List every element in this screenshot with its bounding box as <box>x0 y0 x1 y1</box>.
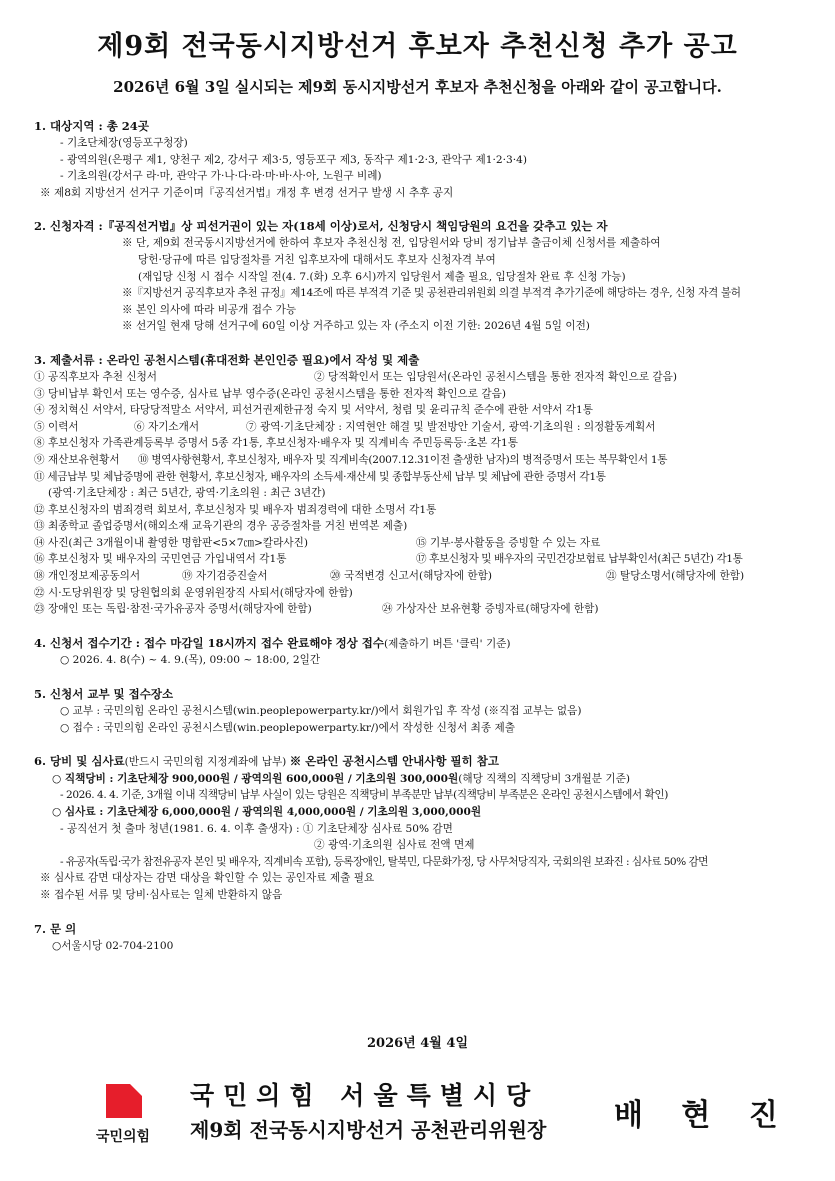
note: (재입당 신청 시 접수 시작일 전(4. 7.(화) 오후 6시)까지 입당원서 제출 필요, 입당절차 완료 후 신청 가능) <box>138 270 626 283</box>
page-title: 제9회 전국동시지방선거 후보자 추천신청 추가 공고 <box>97 31 738 62</box>
list-item: ② 광역·기초의원 심사료 전액 면제 <box>314 839 475 852</box>
list-row <box>34 568 804 585</box>
list-item: (광역·기초단체장 : 최근 5년간, 광역·기초의원 : 최근 3년간) <box>48 487 326 500</box>
issuing-committee: 제9회 전국동시지방선거 공천관리위원장 <box>190 1118 547 1142</box>
list-row <box>34 535 804 552</box>
page-subtitle: 2026년 6월 3일 실시되는 제9회 동시지방선거 후보자 추천신청을 아래와 같이 공고합니다. <box>113 78 722 96</box>
list-item: ⑨ 재산보유현황서 <box>34 453 120 466</box>
note: ※ 심사료 감면 대상자는 감면 대상을 확인할 수 있는 공인자료 제출 필요 <box>40 872 375 885</box>
list-item: ㉔ 가상자산 보유현황 증빙자료(해당자에 한함) <box>382 603 599 616</box>
list-item: ○ 접수 : 국민의힘 온라인 공천시스템(win.peoplepowerparty.kr/)에서 작성한 신청서 최종 제출 <box>60 721 515 734</box>
section-contact <box>34 921 804 955</box>
section-target-area <box>34 118 804 201</box>
section-heading: 2. 신청자격 :『공직선거법』상 피선거권이 있는 자(18세 이상)로서, 신청당시 책임당원의 요건을 갖추고 있는 자 <box>34 219 608 234</box>
list-item: ㉓ 장애인 또는 독립·참전·국가유공자 증명서(해당자에 한함) <box>34 603 312 616</box>
list-item: ⑤ 이력서 <box>34 420 79 433</box>
list-item: ⑲ 자기검증진술서 <box>182 570 268 583</box>
list-row <box>34 601 804 618</box>
list-item: - 광역의원(은평구 제1, 양천구 제2, 강서구 제3·5, 영등포구 제3, 동작구 제1·2·3, 관악구 제1·2·3·4) <box>60 153 527 166</box>
list-item: ○ 직책당비 : 기초단체장 900,000원 / 광역의원 600,000원 / 기초의원 300,000원(해당 직책의 직책당비 3개월분 기준) <box>52 772 630 785</box>
list-item: ⑫ 후보신청자의 범죄경력 회보서, 후보신청자 및 배우자 범죄경력에 대한 소명서 각1통 <box>34 503 437 516</box>
note: ※ 단, 제9회 전국동시지방선거에 한하여 후보자 추천신청 전, 입당원서와 당비 정기납부 출금이체 신청서를 제출하여 <box>122 237 661 250</box>
section-fees <box>34 753 804 903</box>
list-item: ② 당적확인서 또는 입당원서(온라인 공천시스템을 통한 전자적 확인으로 갈음) <box>314 370 678 383</box>
list-item: ⑪ 세금납부 및 체납증명에 관한 현황서, 후보신청자, 배우자의 소득세·재산세 및 종합부동산세 납부 및 체납에 관한 증명서 각1통 <box>34 470 606 483</box>
notice-date: 2026년 4월 4일 <box>367 1036 468 1051</box>
list-item: - 2026. 4. 4. 기준, 3개월 이내 직책당비 납부 사실이 있는 당원은 직책당비 부족분만 납부(직책당비 부족분은 온라인 공천시스템에서 확인) <box>60 789 668 802</box>
list-row <box>34 452 804 469</box>
list-item: ○ 교부 : 국민의힘 온라인 공천시스템(win.peoplepowerparty.kr/)에서 회원가입 후 작성 (※직접 교부는 없음) <box>60 705 582 718</box>
section-heading: 7. 문 의 <box>34 921 77 936</box>
list-item: - 유공자(독립·국가 참전유공자 본인 및 배우자, 직계비속 포함), 등록장애인, 탈북민, 다문화가정, 당 사무처당직자, 국회의원 보좌진 : 심사료 50% 감면 <box>60 855 708 868</box>
party-logo-text: 국민의힘 <box>95 1129 151 1145</box>
note: ※ 선거일 현재 당해 선거구에 60일 이상 거주하고 있는 자 (주소지 이전 기한: 2026년 4월 5일 이전) <box>122 320 590 333</box>
list-item: ○ 심사료 : 기초단체장 6,000,000원 / 광역의원 4,000,000원 / 기초의원 3,000,000원 <box>52 806 482 818</box>
list-item: ④ 정치혁신 서약서, 타당당적말소 서약서, 피선거권제한규정 숙지 및 서약서, 청렴 및 윤리규칙 준수에 관한 서약서 각1통 <box>34 404 593 417</box>
section-heading: 4. 신청서 접수기간 : 접수 마감일 18시까지 접수 완료해야 정상 접수(제출하기 버튼 '클릭' 기준) <box>34 635 511 650</box>
notice-body <box>34 118 804 954</box>
section-documents <box>34 352 804 618</box>
section-heading: 1. 대상지역 : 총 24곳 <box>34 119 149 133</box>
section-heading: 6. 당비 및 심사료(반드시 국민의힘 지정계좌에 납부) ※ 온라인 공천시스템 안내사항 필히 참고 <box>34 754 499 769</box>
list-item: ○ 2026. 4. 8(수) ~ 4. 9.(목), 09:00 ~ 18:00, 2일간 <box>60 654 321 667</box>
list-item: ㉒ 시·도당위원장 및 당원협의회 운영위원장직 사퇴서(해당자에 한함) <box>34 586 353 599</box>
list-row <box>34 551 804 568</box>
list-item: ⑩ 병역사항현황서, 후보신청자, 배우자 및 직계비속(2007.12.31이전 출생한 남자)의 병적증명서 또는 복무확인서 1통 <box>138 453 668 466</box>
list-item: ⑯ 후보신청자 및 배우자의 국민연금 가입내역서 각1통 <box>34 553 287 566</box>
section-heading: 5. 신청서 교부 및 접수장소 <box>34 687 174 702</box>
signer-name: 배 현 진 <box>614 1098 792 1133</box>
note: ※ 제8회 지방선거 선거구 기준이며『공직선거법』개정 후 변경 선거구 발생 시 추후 공지 <box>40 186 454 199</box>
list-row <box>34 419 804 436</box>
list-item: ⑦ 광역·기초단체장 : 지역현안 해결 및 발전방안 기술서, 광역·기초의원 : 의정활동계획서 <box>246 420 656 433</box>
list-row <box>34 369 804 386</box>
note: ※ 본인 의사에 따라 비공개 접수 가능 <box>122 303 297 316</box>
list-item: ⑰ 후보신청자 및 배우자의 국민건강보험료 납부확인서(최근 5년간) 각1통 <box>416 553 743 566</box>
list-item: ③ 당비납부 확인서 또는 영수증, 심사료 납부 영수증(온라인 공천시스템을 통한 전자적 확인으로 갈음) <box>34 387 506 400</box>
list-item: ⑭ 사진(최근 3개월이내 촬영한 명함판<5×7㎝>칼라사진) <box>34 536 308 549</box>
list-item: ㉑ 탈당소명서(해당자에 한함) <box>606 570 745 583</box>
contact-phone: ○서울시당 02-704-2100 <box>52 939 174 952</box>
section-eligibility <box>34 218 804 335</box>
list-item: - 기초의원(강서구 라·마, 관악구 가·나·다·라·마·바·사·아, 노원구 비례) <box>60 170 382 183</box>
note: 당헌·당규에 따른 입당절차를 거친 입후보자에 대해서도 후보자 신청자격 부여 <box>138 253 496 266</box>
list-item: ⑥ 자기소개서 <box>134 420 200 433</box>
list-item: ⑬ 최종학교 졸업증명서(해외소재 교육기관의 경우 공증절차를 거친 번역본 제출) <box>34 520 408 533</box>
list-item: ① 공직후보자 추천 신청서 <box>34 370 158 383</box>
section-application-period <box>34 635 804 669</box>
note: ※『지방선거 공직후보자 추천 규정』제14조에 따른 부적격 기준 및 공천관리위원회 의결 부적격 추가기준에 해당하는 경우, 신청 자격 불허 <box>122 287 741 300</box>
section-heading: 3. 제출서류 : 온라인 공천시스템(휴대전화 본인인증 필요)에서 작성 및 제출 <box>34 352 420 367</box>
list-item: - 공직선거 첫 출마 청년(1981. 6. 4. 이후 출생자) : ① 기초단체장 심사료 50% 감면 <box>60 822 453 835</box>
list-item: ⑧ 후보신청자 가족관계등록부 증명서 5종 각1통, 후보신청자·배우자 및 직계비속 주민등록등·초본 각1통 <box>34 437 518 450</box>
list-item: - 기초단체장(영등포구청장) <box>60 137 188 149</box>
note: ※ 접수된 서류 및 당비·심사료는 일체 반환하지 않음 <box>40 888 283 901</box>
list-item: ⑱ 개인정보제공동의서 <box>34 570 141 583</box>
section-issue-and-receipt <box>34 686 804 736</box>
list-item: ⑮ 기부·봉사활동을 증빙할 수 있는 자료 <box>416 536 601 549</box>
issuing-organization: 국민의힘 서울특별시당 <box>190 1081 540 1110</box>
list-item: ⑳ 국적변경 신고서(해당자에 한함) <box>330 570 492 583</box>
